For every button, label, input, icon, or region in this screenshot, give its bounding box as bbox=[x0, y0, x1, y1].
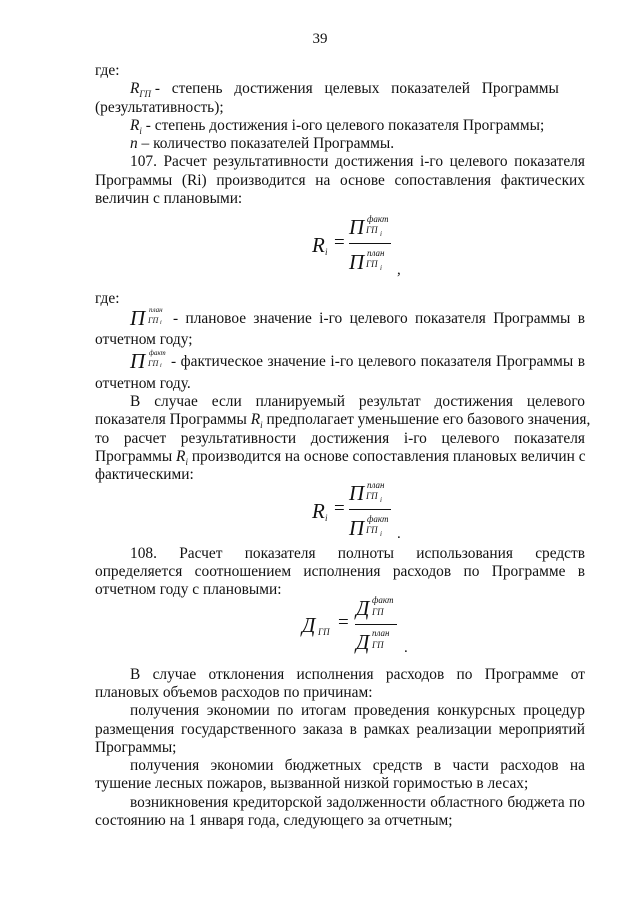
text-line: где: bbox=[95, 62, 120, 79]
formula-subscript: i bbox=[160, 363, 162, 369]
text-line: где: bbox=[95, 290, 120, 307]
formula-symbol: П bbox=[349, 516, 365, 540]
text-line: фактическими: bbox=[95, 466, 194, 483]
formula-symbol: Д bbox=[356, 596, 370, 620]
subscript: ГП bbox=[139, 89, 152, 100]
formula-superscript: план bbox=[372, 628, 390, 638]
formula-superscript: план bbox=[367, 248, 385, 258]
formula-symbol: П bbox=[130, 306, 146, 330]
text-span: – количество показателей Программы. bbox=[137, 135, 395, 152]
formula-subscript: i bbox=[380, 230, 382, 238]
formula-symbol: R bbox=[312, 233, 325, 257]
formula-subscript: ГП bbox=[372, 640, 384, 650]
symbol: R bbox=[176, 448, 186, 465]
formula-subscript: i bbox=[325, 247, 328, 257]
text-line: величин с плановыми: bbox=[95, 190, 243, 207]
text-line: состоянию на 1 января года, следующего за отчетным; bbox=[95, 812, 453, 829]
formula-subscript: ГП bbox=[366, 525, 378, 535]
text-line: (результативность); bbox=[95, 99, 224, 116]
fraction-bar bbox=[349, 243, 391, 244]
text-line: отчетном году; bbox=[95, 331, 193, 348]
text-span: производится на основе сопоставления плановых величин с bbox=[191, 448, 586, 465]
formula-subscript: ГП bbox=[366, 491, 378, 501]
text-line: получения экономии по итогам проведения конкурсных процедур bbox=[130, 702, 585, 719]
formula-subscript: i bbox=[380, 496, 382, 504]
formula-subscript: i bbox=[380, 264, 382, 272]
subscript: i bbox=[260, 420, 263, 431]
formula-subscript: ГП bbox=[372, 607, 384, 617]
text-line: плановых объемов расходов по причинам: bbox=[95, 684, 373, 701]
page-number: 39 bbox=[312, 31, 328, 47]
formula-subscript: i bbox=[325, 513, 328, 523]
text-line: В случае отклонения исполнения расходов по Программе от bbox=[130, 666, 585, 683]
text-line: то расчет результативности достижения i-го целевого показателя bbox=[95, 430, 585, 447]
formula-subscript: i bbox=[380, 530, 382, 538]
formula-punct: . bbox=[397, 526, 401, 542]
formula-superscript: факт bbox=[367, 514, 389, 524]
formula-symbol: П bbox=[349, 215, 365, 239]
symbol: n bbox=[130, 135, 138, 152]
symbol: R bbox=[250, 411, 261, 428]
text-line bbox=[130, 135, 585, 153]
text-line: размещения государственного заказа в рамках реализации мероприятий bbox=[95, 721, 585, 738]
formula-symbol: Д bbox=[356, 630, 370, 654]
text-line: Программы; bbox=[95, 739, 177, 756]
text-line: 108. Расчет показателя полноты использования средств bbox=[130, 545, 585, 562]
formula-symbol: П bbox=[130, 349, 146, 373]
text-line: - фактическое значение i-го целевого показателя Программы в bbox=[171, 353, 585, 370]
formula-superscript: факт bbox=[149, 349, 166, 357]
formula-equals: = bbox=[338, 612, 349, 633]
formula-punct: . bbox=[404, 640, 408, 656]
text-line: возникновения кредиторской задолженности областного бюджета по bbox=[130, 794, 585, 811]
formula-superscript: факт bbox=[372, 595, 394, 605]
formula-symbol: Д bbox=[302, 613, 316, 637]
formula-equals: = bbox=[334, 498, 345, 519]
text-line: тушение лесных пожаров, вызванной низкой горимостью в лесах; bbox=[95, 775, 529, 792]
text-span: - степень достижения целевых показателей Программы bbox=[154, 80, 559, 97]
formula-equals: = bbox=[334, 232, 345, 253]
formula-symbol: П bbox=[349, 481, 365, 505]
text-line: определяется соотношением исполнения расходов по Программе в bbox=[95, 563, 585, 580]
formula-symbol: П bbox=[349, 250, 365, 274]
formula-superscript: факт bbox=[367, 214, 389, 224]
text-span: показателя Программы bbox=[95, 411, 247, 428]
formula-subscript: ГП bbox=[366, 259, 378, 269]
fraction-bar bbox=[349, 509, 391, 510]
formula-subscript: ГП bbox=[148, 316, 159, 325]
formula-superscript: план bbox=[367, 480, 385, 490]
text-span: предполагает уменьшение его базового значения, bbox=[266, 411, 591, 428]
subscript: i bbox=[139, 126, 142, 137]
text-line: Программы (Ri) производится на основе сопоставления фактических bbox=[95, 172, 585, 189]
text-line: отчетном году с плановыми: bbox=[95, 581, 282, 598]
text-line: 107. Расчет результативности достижения i-го целевого показателя bbox=[130, 153, 585, 170]
text-span: - степень достижения i-ого целевого показателя Программы; bbox=[141, 117, 545, 134]
formula-punct: , bbox=[397, 262, 401, 278]
text-line: отчетном году. bbox=[95, 375, 191, 392]
subscript: i bbox=[185, 457, 188, 468]
text-span: Программы bbox=[95, 448, 173, 465]
formula-subscript: i bbox=[160, 320, 162, 326]
formula-symbol: R bbox=[312, 499, 325, 523]
formula-subscript: ГП bbox=[148, 359, 159, 368]
fraction-bar bbox=[355, 624, 397, 625]
text-line: - плановое значение i-го целевого показателя Программы в bbox=[173, 310, 585, 327]
symbol: R bbox=[130, 117, 140, 134]
text-line: получения экономии бюджетных средств в части расходов на bbox=[130, 757, 585, 774]
formula-subscript: ГП bbox=[318, 627, 330, 637]
formula-subscript: ГП bbox=[366, 225, 378, 235]
formula-superscript: план bbox=[149, 306, 163, 314]
symbol: R bbox=[130, 80, 140, 97]
text-line: В случае если планируемый результат достижения целевого bbox=[130, 393, 585, 410]
